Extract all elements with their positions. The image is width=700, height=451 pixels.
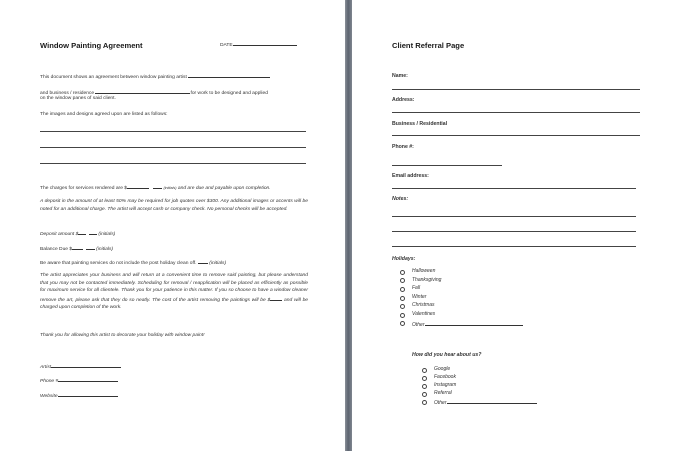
holiday-option[interactable] [400, 277, 523, 286]
design-line-1[interactable] [40, 131, 306, 132]
thanks-line: Thank you for allowing this artist to decorate your holiday with window paint! [40, 333, 205, 338]
name-label: Name: [392, 73, 408, 79]
date-field[interactable] [220, 40, 297, 50]
source-label: Instagram [434, 382, 457, 388]
design-line-2[interactable] [40, 147, 306, 148]
notes-line-1[interactable] [392, 216, 636, 217]
balance-due-label: Balance Due $ [40, 247, 73, 252]
bullet-circle-icon [400, 304, 405, 309]
holidays-label: Holidays: [392, 256, 416, 262]
page-gutter [345, 0, 352, 451]
balance-initials-field[interactable] [86, 244, 95, 250]
source-other-line[interactable] [447, 398, 537, 404]
phone-field[interactable] [40, 376, 118, 386]
charges-text-b: and are due and payable upon completion. [177, 186, 271, 191]
source-label: Facebook [434, 374, 456, 380]
agreement-page [0, 0, 345, 451]
aware-initials-field[interactable] [198, 258, 208, 264]
website-label: Website [40, 394, 58, 399]
deposit-initials-label: (initials) [98, 232, 116, 237]
deposit-amount-field[interactable] [78, 229, 86, 235]
holiday-label: Valentines [412, 310, 436, 317]
deposit-paragraph: A deposit in the amount of at least 50% may be required for job quotes over $300. Any additional images or accents will be noted for an additional charge. The artist will accept cash or company check. No personal checks will be accepted. [40, 199, 308, 212]
holiday-option[interactable] [400, 268, 523, 277]
phone-label: Phone # [40, 379, 59, 384]
aware-initials-label: (initials) [209, 261, 227, 266]
referral-page [352, 0, 700, 451]
intro-text-2b: for work to be designed and applied [190, 91, 268, 96]
design-line-3[interactable] [40, 163, 306, 164]
source-option-other[interactable] [422, 398, 537, 406]
holiday-option[interactable] [400, 302, 523, 311]
phone-line [58, 376, 118, 382]
removal-cost-field[interactable] [270, 295, 282, 301]
email-line[interactable] [392, 188, 636, 189]
name-line[interactable] [392, 89, 640, 90]
bullet-circle-icon [422, 392, 427, 397]
address-label: Address: [392, 97, 415, 103]
holiday-label: Winter [412, 293, 427, 300]
source-option[interactable] [422, 390, 537, 398]
agreement-title: Window Painting Agreement [40, 41, 143, 50]
bullet-circle-icon [400, 313, 405, 318]
source-label: Other [434, 400, 447, 406]
charges-line [40, 183, 271, 193]
business-label: Business / Residential [392, 121, 448, 127]
artist-paragraph-text-1: The artist appreciates your business and will return at a convenient time to remove said painting, but please understand that you may not be contacted immediately. Scheduling for removal / reapplication will be placed as efficiently as possible for maximum service for all clientele. Thank you for your patience in this matter. If you so choose to have a window cleaner remove the art, please ask that they do so neatly. The cost of the artist removing the paintings will be $ [40, 273, 308, 303]
date-line [233, 40, 297, 46]
aware-line [40, 258, 226, 268]
bullet-circle-icon [422, 376, 427, 381]
referral-title: Client Referral Page [392, 41, 465, 50]
bullet-circle-icon [422, 368, 427, 373]
holiday-option-other[interactable] [400, 320, 523, 329]
images-line: The images and designs agreed upon are listed as follows: [40, 112, 168, 117]
artist-paragraph-text-2: and will be charged upon completion of the work. [40, 297, 309, 311]
email-label: Email address: [392, 173, 429, 179]
bullet-circle-icon [400, 270, 405, 275]
holidays-list [400, 268, 523, 328]
phone-line-right[interactable] [392, 165, 502, 166]
bullet-circle-icon [400, 321, 405, 326]
artist-signature-line [51, 362, 121, 368]
intro-text-1: This document shows an agreement between window painting artist [40, 75, 187, 80]
artist-paragraph [40, 272, 308, 312]
business-line[interactable] [392, 135, 640, 136]
holiday-option[interactable] [400, 311, 523, 320]
bullet-circle-icon [400, 278, 405, 283]
source-option[interactable] [422, 366, 537, 374]
address-line[interactable] [392, 112, 640, 113]
source-option[interactable] [422, 382, 537, 390]
holiday-label: Christmas [412, 302, 435, 309]
holiday-option[interactable] [400, 285, 523, 294]
holiday-label: Halloween [412, 268, 436, 274]
source-option[interactable] [422, 374, 537, 382]
website-field[interactable] [40, 391, 118, 401]
artist-signature-field[interactable] [40, 362, 121, 372]
bullet-circle-icon [422, 384, 427, 389]
charges-initials-label: (initials) [163, 186, 177, 190]
sources-list [422, 366, 537, 406]
charges-amount-line[interactable] [127, 183, 149, 189]
holiday-label: Fall [412, 285, 421, 292]
intro-text-2a: and business / residence [40, 91, 95, 96]
balance-initials-label: (initials) [96, 247, 114, 252]
bullet-circle-icon [422, 400, 427, 405]
bullet-circle-icon [400, 296, 405, 301]
intro-line-1 [40, 72, 270, 82]
artist-label: Artist [40, 365, 52, 370]
heard-label: How did you hear about us? [412, 352, 482, 358]
website-line [58, 391, 118, 397]
holiday-other-line[interactable] [425, 320, 523, 326]
charges-initials-line[interactable] [153, 183, 162, 189]
notes-label: Notes: [392, 196, 409, 202]
notes-line-3[interactable] [392, 246, 636, 247]
bullet-circle-icon [400, 287, 405, 292]
aware-text: Be aware that painting services do not include the post holiday clean off. [40, 261, 197, 266]
source-label: Google [434, 366, 451, 372]
intro-line-3: on the window panes of said client. [40, 96, 116, 101]
holiday-label: Thanksgiving [412, 276, 442, 283]
deposit-amount-line [40, 229, 115, 239]
deposit-initials-field[interactable] [89, 229, 97, 235]
balance-due-line [40, 244, 113, 254]
source-label: Referral [434, 390, 452, 396]
holiday-label: Other [412, 321, 425, 328]
deposit-amount-label: Deposit amount $ [40, 232, 79, 237]
artist-name-line[interactable] [188, 72, 270, 78]
phone-label-right: Phone #: [392, 144, 414, 150]
client-name-line[interactable] [95, 88, 190, 94]
holiday-option[interactable] [400, 294, 523, 303]
charges-text: The charges for services rendered are $ [40, 186, 127, 191]
balance-amount-field[interactable] [72, 244, 83, 250]
notes-line-2[interactable] [392, 231, 636, 232]
date-label: DATE [220, 43, 233, 48]
